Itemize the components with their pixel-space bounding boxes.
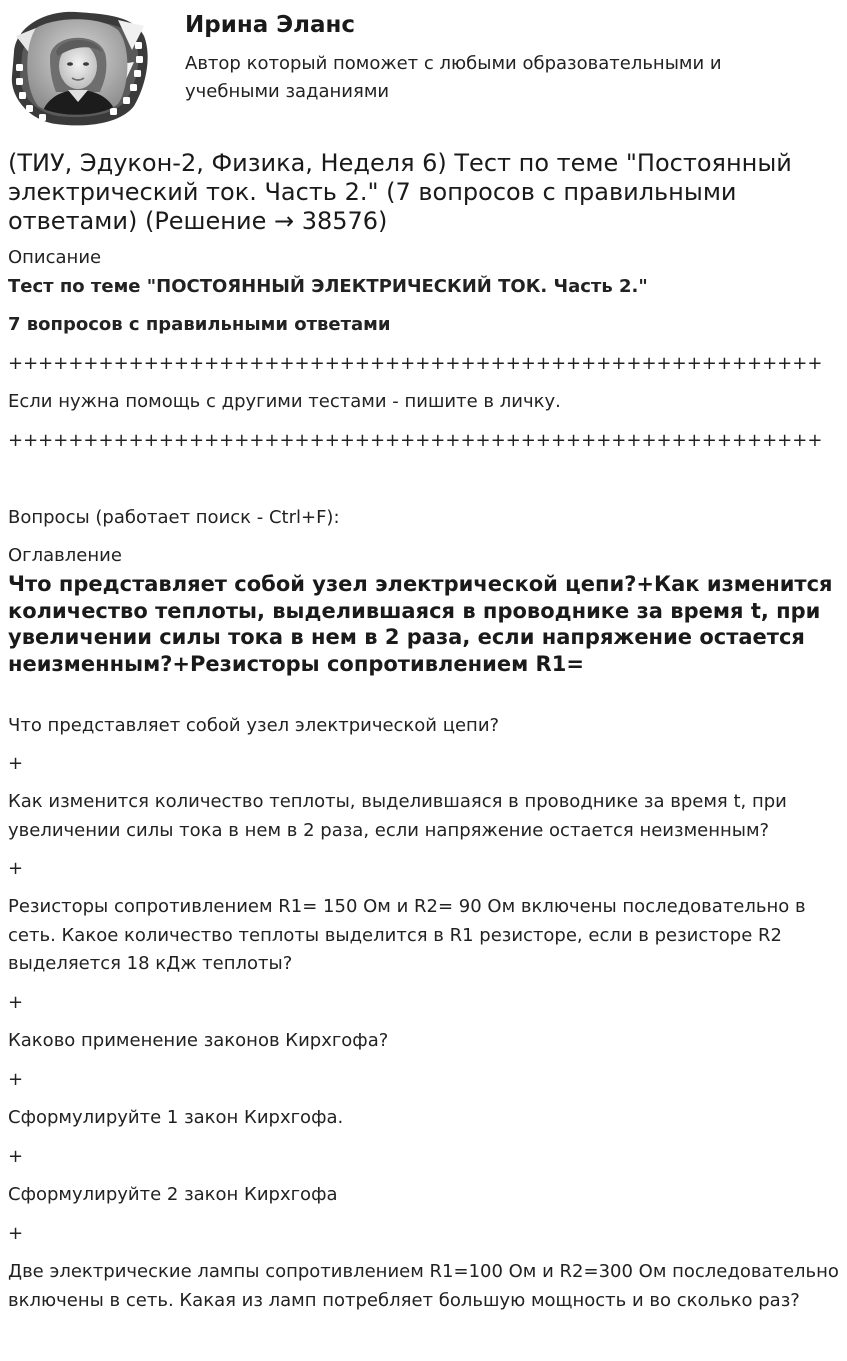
toc-heading: Что представляет собой узел электрической цепи?+Как изменится количество теплоты, выделившаяся в проводнике за время t, при увеличении силы тока в нем в 2 раза, если напряжение остается неизменным?+Резисторы сопротивлением R1=	[8, 572, 833, 676]
author-name[interactable]: Ирина Эланс	[185, 12, 356, 38]
avatar[interactable]	[6, 6, 150, 128]
description-label: Описание	[8, 247, 102, 268]
question-3: Резисторы сопротивлением R1= 150 Ом и R2= 90 Ом включены последовательно в сеть. Какое количество теплоты выделится в R1 резисторе, если в резисторе R2 выделяется 18 кДж теплоты?	[8, 896, 806, 974]
film-frame-avatar-icon	[6, 6, 150, 128]
question-6: Сформулируйте 2 закон Кирхгофа	[8, 1184, 338, 1205]
plus-marker: +	[8, 753, 24, 774]
help-note: Если нужна помощь с другими тестами - пишите в личку.	[8, 391, 561, 412]
plus-marker: +	[8, 992, 24, 1013]
toc-label: Оглавление	[8, 545, 122, 566]
question-7: Две электрические лампы сопротивлением R1=100 Ом и R2=300 Ом последовательно включены в сеть. Какая из ламп потребляет большую мощность и во сколько раз?	[8, 1261, 839, 1311]
author-header	[0, 0, 847, 140]
plus-marker: +	[8, 1069, 24, 1090]
questions-count: 7 вопросов с правильными ответами	[8, 314, 391, 335]
questions-label: Вопросы (работает поиск - Ctrl+F):	[8, 507, 340, 528]
plus-marker: +	[8, 858, 24, 879]
question-1: Что представляет собой узел электрической цепи?	[8, 715, 500, 736]
question-4: Каково применение законов Кирхгофа?	[8, 1030, 389, 1051]
test-title: Тест по теме "ПОСТОЯННЫЙ ЭЛЕКТРИЧЕСКИЙ ТОК. Часть 2."	[8, 276, 648, 297]
separator-bottom: ++++++++++++++++++++++++++++++++++++++++++++++++++++++	[8, 430, 823, 451]
page-title: (ТИУ, Эдукон-2, Физика, Неделя 6) Тест по теме "Постоянный электрический ток. Часть 2." (7 вопросов с правильными ответами) (Решение → 38576)	[8, 149, 792, 235]
author-description: Автор который поможет с любыми образовательными и учебными заданиями	[185, 53, 722, 102]
question-5: Сформулируйте 1 закон Кирхгофа.	[8, 1107, 344, 1128]
plus-marker: +	[8, 1146, 24, 1167]
question-2: Как изменится количество теплоты, выделившаяся в проводнике за время t, при увеличении силы тока в нем в 2 раза, если напряжение остается неизменным?	[8, 791, 787, 841]
separator-top: ++++++++++++++++++++++++++++++++++++++++++++++++++++++	[8, 353, 823, 374]
plus-marker: +	[8, 1223, 24, 1244]
